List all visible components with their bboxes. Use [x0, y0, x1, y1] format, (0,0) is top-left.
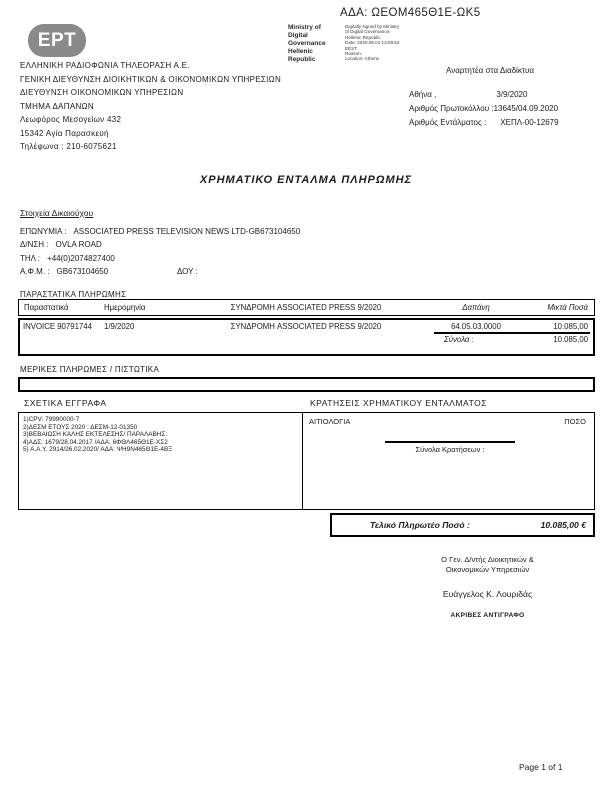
final-amount-value: 10.085,00 €: [540, 520, 586, 530]
beneficiary-name-row: [20, 225, 300, 238]
beneficiary-vat-row: [20, 265, 300, 278]
beneficiary-address-row: [20, 238, 300, 251]
web-posting-note: Αναρτητέα στα Διαδίκτυα: [446, 66, 534, 75]
cell-gross-amount: 10.085,00: [553, 322, 588, 331]
sender-address-block: [20, 59, 281, 154]
vat-value: GB673104650: [56, 267, 109, 277]
ert-logo-text: ΕΡΤ: [37, 29, 77, 51]
name-value: ASSOCIATED PRESS TELEVISION NEWS LTD-GB673104650: [73, 227, 301, 236]
certified-copy-label: ΑΚΡΙΒΕΣ ΑΝΤΙΓΡΑΦΟ: [450, 612, 525, 619]
table-totals-row: [434, 332, 590, 344]
deductions-amount-label: ΠΟΣΟ: [564, 417, 586, 426]
col-header-document: Παραστατικά: [24, 303, 69, 312]
ert-logo: [28, 24, 86, 57]
beneficiary-section: [20, 208, 300, 279]
totals-label: Σύνολα :: [444, 335, 474, 344]
related-documents-heading: ΣΧΕΤΙΚΑ ΕΓΓΡΑΦΑ: [24, 398, 107, 408]
page-title: ΧΡΗΜΑΤΙΚΟ ΕΝΤΑΛΜΑ ΠΛΗΡΩΜΗΣ: [199, 174, 413, 186]
page-number: Page 1 of 1: [519, 762, 563, 772]
ministry-name: Ministry of Digital Governance Hellenic Republic: [288, 24, 326, 63]
col-header-date: Ημερομηνία: [104, 303, 146, 312]
related-document-item: 1)CPV: 79990000-7: [23, 416, 80, 423]
related-document-item: 3)ΒΕΒΑΙΩΣΗ ΚΑΛΗΣ ΕΚΤΕΛΕΣΗΣ/ ΠΑΡΑΛΑΒΗΣ:: [23, 431, 168, 439]
meta-protocol-row: [409, 102, 559, 116]
address-label: Δ/ΝΣΗ :: [20, 240, 49, 250]
doy-label: ΔΟΥ :: [177, 267, 198, 277]
deductions-heading: ΚΡΑΤΗΣΕΙΣ ΧΡΗΜΑΤΙΚΟΥ ΕΝΤΑΛΜΑΤΟΣ: [310, 398, 487, 408]
signatory-title-line2: Οικονομικών Υπηρεσιών: [445, 565, 530, 574]
col-header-gross-amount: Μικτά Ποσά: [547, 303, 588, 312]
city-label: Αθήνα ,: [409, 90, 437, 99]
documents-table-body: [18, 318, 595, 356]
signature-block: [385, 555, 590, 619]
related-documents-box: [18, 412, 302, 510]
sender-line: ΔΙΕΥΘΥΝΣΗ ΟΙΚΟΝΟΜΙΚΩΝ ΥΠΗΡΕΣΙΩΝ: [20, 88, 184, 97]
phone-label: ΤΗΛ :: [20, 253, 41, 263]
cell-description: ΣΥΝΔΡΟΜΗ ASSOCIATED PRESS 9/2020: [230, 322, 382, 331]
cell-invoice: INVOICE 90791744: [23, 322, 92, 331]
sender-line: Λεωφόρος Μεσογείων 432: [20, 115, 122, 124]
address-value: OVLA ROAD: [55, 240, 102, 250]
sender-line: ΕΛΛΗΝΙΚΗ ΡΑΔΙΟΦΩΝΙΑ ΤΗΛΕΟΡΑΣΗ Α.Ε.: [20, 61, 190, 70]
order-number-label: Αριθμός Εντάλματος :: [409, 117, 487, 127]
digital-signature-stamp: [288, 24, 407, 64]
name-label: ΕΠΩΝΥΜΙΑ :: [20, 227, 67, 236]
related-document-item: 4)ΑΔΣ: 1679/28.04.2017 /ΑΔΑ: 6ΦΘΛ465Θ1Ε-ΧΣ2: [23, 438, 168, 446]
meta-order-row: [409, 116, 559, 130]
partial-payments-heading: ΜΕΡΙΚΕΣ ΠΛΗΡΩΜΕΣ / ΠΙΣΤΩΤΙΚΑ: [20, 365, 160, 374]
document-date: 3/9/2020: [496, 90, 528, 99]
signature-details: Digitally signed by Ministry of Digital Governance, Hellenic Republic Date: 2020.09.04 13:08:52 EEST Reason: Location: Athens: [345, 24, 400, 62]
protocol-value: 13645/04.09.2020: [493, 103, 559, 113]
signatory-name: Ευάγγελος Κ. Λουριδάς: [442, 589, 533, 599]
deductions-box: [302, 412, 595, 510]
documents-table-header-row: [18, 299, 595, 316]
table-row: [20, 322, 593, 331]
col-header-description: ΣΥΝΔΡΟΜΗ ASSOCIATED PRESS 9/2020: [230, 303, 382, 312]
signatory-title-line1: Ο Γεν. Δ/ντής Διοικητικών &: [441, 555, 534, 564]
sender-line: 15342 Αγία Παρασκευή: [20, 128, 109, 138]
cell-expense-code: 64.05.03.0000: [451, 322, 501, 331]
vat-label: Α.Φ.Μ. :: [20, 267, 50, 277]
meta-date-row: [409, 88, 559, 102]
beneficiary-heading: Στοιχεία Δικαιούχου: [20, 208, 94, 218]
deductions-reason-label: ΑΙΤΙΟΛΟΓΙΑ: [309, 417, 351, 426]
sender-line: ΓΕΝΙΚΗ ΔΙΕΥΘΥΝΣΗ ΔΙΟΙΚΗΤΙΚΩΝ & ΟΙΚΟΝΟΜΙΚΩΝ ΥΠΗΡΕΣΙΩΝ: [20, 74, 282, 84]
related-document-item: 5) Α.Α.Υ. 2914/26.02.2020/ ΑΔΑ: ΨΗ9Ν465Θ1Ε-4ΒΞ: [23, 446, 173, 454]
partial-payments-box: [18, 377, 595, 392]
ada-number: ΑΔΑ: ΩΕΟΜ465Θ1Ε-ΩΚ5: [340, 7, 481, 19]
document-meta: [409, 88, 559, 129]
related-document-item: 2)ΔΕΣΜ ΕΤΟΥΣ 2020 : ΔΕΣΜ-12-01350: [23, 423, 138, 431]
sender-line: ΤΜΗΜΑ ΔΑΠΑΝΩΝ: [20, 101, 94, 111]
beneficiary-phone-row: [20, 252, 300, 265]
col-header-expense: Δαπάνη: [462, 303, 490, 312]
cell-date: 1/9/2020: [104, 322, 135, 331]
final-amount-box: [330, 513, 595, 537]
phone-value: +44(0)2074827400: [47, 253, 115, 263]
protocol-label: Αριθμός Πρωτοκόλλου :: [409, 103, 494, 113]
sender-line: Τηλέφωνα : 210-6075621: [20, 142, 117, 151]
deductions-totals-label: Σύνολα Κρατήσεων :: [385, 441, 515, 454]
final-amount-label: Τελικό Πληρωτέο Ποσό :: [370, 520, 470, 530]
documents-table-heading: ΠΑΡΑΣΤΑΤΙΚΑ ΠΛΗΡΩΜΗΣ: [20, 290, 127, 299]
totals-value: 10.085,00: [553, 335, 588, 344]
order-number-value: ΧΕΠΛ-00-12679: [500, 117, 559, 127]
